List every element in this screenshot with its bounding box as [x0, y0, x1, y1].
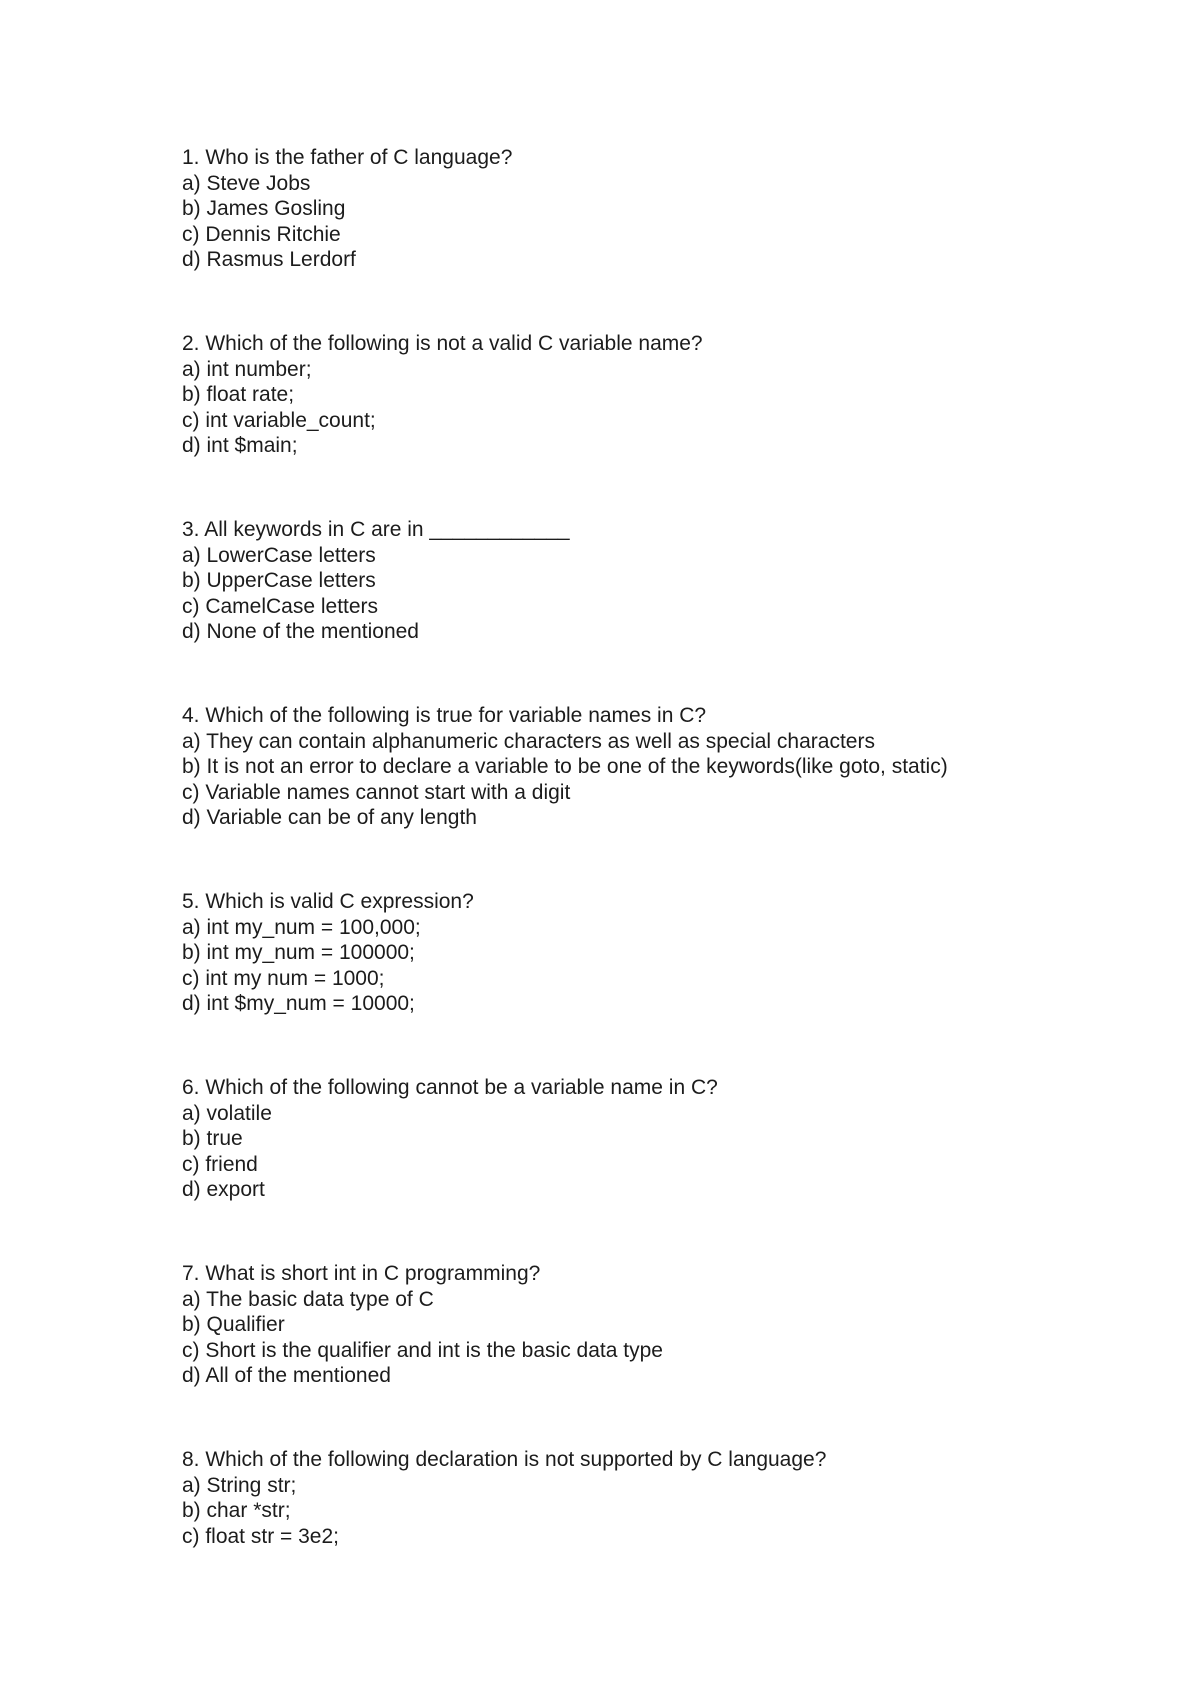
option-d: d) int $main;: [182, 434, 298, 457]
option-a: a) They can contain alphanumeric characters as well as special characters: [182, 729, 875, 753]
option-c: c) Dennis Ritchie: [182, 222, 341, 246]
question-text: 7. What is short int in C programming?: [182, 1262, 541, 1285]
question-text: 6. Which of the following cannot be a variable name in C?: [182, 1076, 718, 1099]
option-a: a) int number;: [182, 357, 312, 381]
option-c: c) float str = 3e2;: [182, 1524, 339, 1548]
option-b: b) float rate;: [182, 383, 295, 406]
question-text: 8. Which of the following declaration is not supported by C language?: [182, 1448, 827, 1471]
question-3: [182, 517, 1082, 703]
question-8: [182, 1447, 1082, 1633]
question-text: 5. Which is valid C expression?: [182, 890, 474, 913]
question-list: [182, 145, 1082, 1633]
option-a: a) volatile: [182, 1101, 272, 1125]
question-text: 1. Who is the father of C language?: [182, 146, 513, 169]
option-c: c) CamelCase letters: [182, 594, 379, 618]
question-text: 2. Which of the following is not a valid C variable name?: [182, 332, 703, 355]
option-c: c) friend: [182, 1152, 258, 1176]
option-a: a) String str;: [182, 1473, 297, 1497]
option-d: d) All of the mentioned: [182, 1364, 391, 1387]
option-c: c) Variable names cannot start with a digit: [182, 780, 571, 804]
question-7: [182, 1261, 1082, 1447]
question-2: [182, 331, 1082, 517]
question-5: [182, 889, 1082, 1075]
option-d: d) int $my_num = 10000;: [182, 992, 415, 1015]
option-d: d) Variable can be of any length: [182, 806, 477, 829]
option-c: c) int variable_count;: [182, 408, 376, 432]
option-d: d) None of the mentioned: [182, 620, 419, 643]
option-b: b) Qualifier: [182, 1313, 285, 1336]
option-b: b) char *str;: [182, 1499, 291, 1522]
option-c: c) Short is the qualifier and int is the basic data type: [182, 1338, 663, 1362]
option-d: d) Rasmus Lerdorf: [182, 248, 356, 271]
question-text: 4. Which of the following is true for variable names in C?: [182, 704, 707, 727]
question-6: [182, 1075, 1082, 1261]
question-text: 3. All keywords in C are in ____________: [182, 518, 570, 541]
option-a: a) LowerCase letters: [182, 543, 376, 567]
option-b: b) UpperCase letters: [182, 569, 376, 592]
option-b: b) true: [182, 1127, 243, 1150]
option-b: b) int my_num = 100000;: [182, 941, 415, 964]
option-b: b) James Gosling: [182, 197, 346, 220]
option-d: d) export: [182, 1178, 265, 1201]
option-b: b) It is not an error to declare a variable to be one of the keywords(like goto, static): [182, 755, 948, 778]
option-a: a) Steve Jobs: [182, 171, 311, 195]
option-a: a) The basic data type of C: [182, 1287, 434, 1311]
option-c: c) int my num = 1000;: [182, 966, 385, 990]
option-a: a) int my_num = 100,000;: [182, 915, 421, 939]
question-4: [182, 703, 1082, 889]
question-1: [182, 145, 1082, 331]
